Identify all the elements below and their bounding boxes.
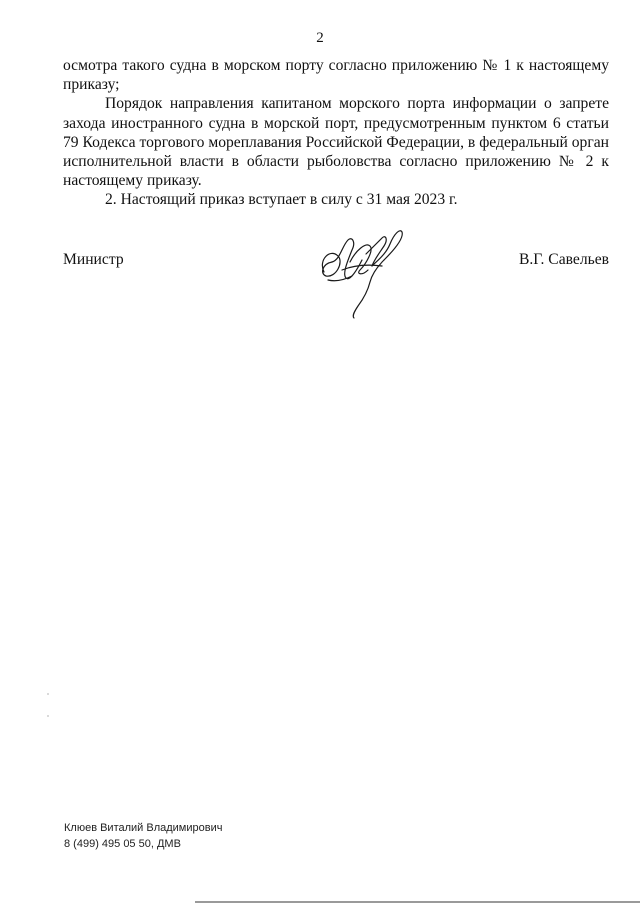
executor-contact: 8 (499) 495 05 50, ДМВ [64,838,181,850]
paragraph-effective-date: 2. Настоящий приказ вступает в силу с 31 мая 2023 г. [105,191,458,209]
paragraph-procedure: Порядок направления капитаном морского порта информации о запрете захода иностранного судна в морской порт, предусмотренным пунктом 6 статьи 79 Кодекса торгового мореплавания Российской Федерации, в федеральный орган исполнительной власти в области рыболовства согласно приложению № 2 к настоящему приказу. [63,95,609,190]
executor-info [64,820,222,852]
scan-edge-line [195,901,640,903]
page-number: 2 [316,30,324,46]
scan-speck [47,693,49,695]
paragraph-continuation: осмотра такого судна в морском порту согласно приложению № 1 к настоящему приказу; [63,57,609,94]
handwritten-signature-icon [312,220,412,320]
signatory-title: Министр [63,251,124,268]
signatory-name: В.Г. Савельев [518,251,609,268]
executor-name: Клюев Виталий Владимирович [64,822,223,834]
scan-speck [47,715,49,717]
document-body [63,56,609,210]
